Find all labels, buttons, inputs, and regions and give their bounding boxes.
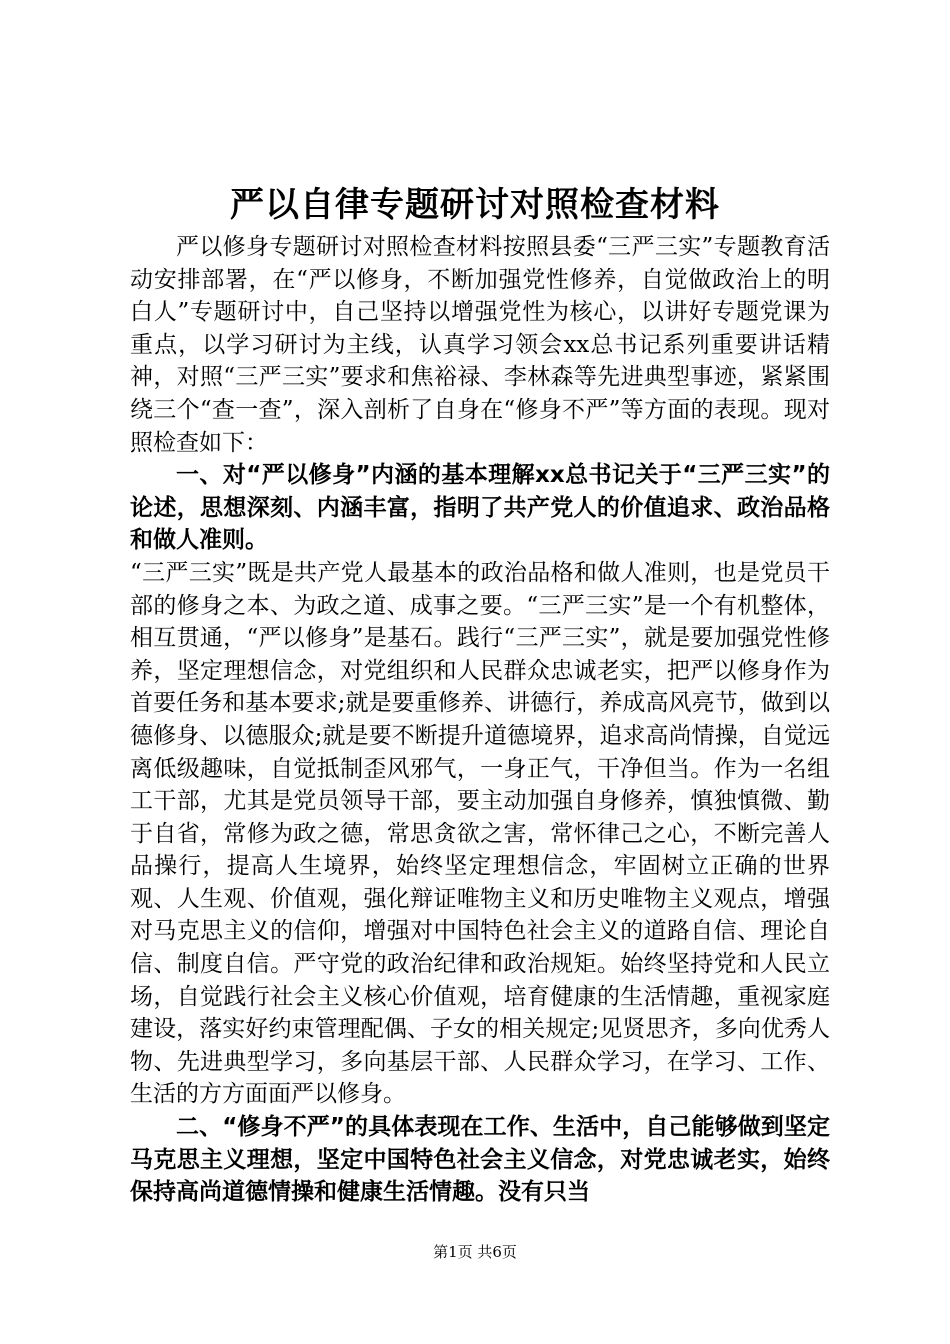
paragraph-section-one-heading: 一、对“严以修身”内涵的基本理解xx总书记关于“三严三实”的论述，思想深刻、内涵丰富，指明了共产党人的价值追求、政治品格和做人准则。: [130, 462, 830, 554]
page-footer: 第1页 共6页: [433, 1243, 517, 1261]
paragraph-section-two: 二、“修身不严”的具体表现在工作、生活中，自己能够做到坚定马克思主义理想，坚定中国特色社会主义信念，对党忠诚老实，始终保持高尚道德情操和健康生活情趣。没有只当: [130, 1114, 830, 1206]
document-body: [130, 231, 830, 1209]
paragraph-intro: 严以修身专题研讨对照检查材料按照县委“三严三实”专题教育活动安排部署，在“严以修身，不断加强党性修养，自觉做政治上的明白人”专题研讨中，自己坚持以增强党性为核心，以讲好专题党课为重点，以学习研讨为主线，认真学习领会xx总书记系列重要讲话精神，对照“三严三实”要求和焦裕禄、李林森等先进典型事迹，紧紧围绕三个“查一查”，深入剖析了自身在“修身不严”等方面的表现。现对照检查如下：: [130, 234, 830, 456]
paragraph-section-one-body: “三严三实”既是共产党人最基本的政治品格和做人准则，也是党员干部的修身之本、为政之道、成事之要。“三严三实”是一个有机整体，相互贯通，“严以修身”是基石。践行“三严三实”，就是要加强党性修养，坚定理想信念，对党组织和人民群众忠诚老实，把严以修身作为首要任务和基本要求;就是要重修养、讲德行，养成高风亮节，做到以德修身、以德服众;就是要不断提升道德境界，追求高尚情操，自觉远离低级趣味，自觉抵制歪风邪气，一身正气，干净但当。作为一名组工干部，尤其是党员领导干部，要主动加强自身修养，慎独慎微、勤于自省，常修为政之德，常思贪欲之害，常怀律己之心，不断完善人品操行，提高人生境界，始终坚定理想信念，牢固树立正确的世界观、人生观、价值观，强化辩证唯物主义和历史唯物主义观点，增强对马克思主义的信仰，增强对中国特色社会主义的道路自信、理论自信、制度自信。严守党的政治纪律和政治规矩。始终坚持党和人民立场，自觉践行社会主义核心价值观，培育健康的生活情趣，重视家庭建设，落实好约束管理配偶、子女的相关规定;见贤思齐，多向优秀人物、先进典型学习，多向基层干部、人民群众学习，在学习、工作、生活的方方面面严以修身。: [130, 559, 830, 1108]
document-title: 严以自律专题研讨对照检查材料: [230, 185, 720, 225]
